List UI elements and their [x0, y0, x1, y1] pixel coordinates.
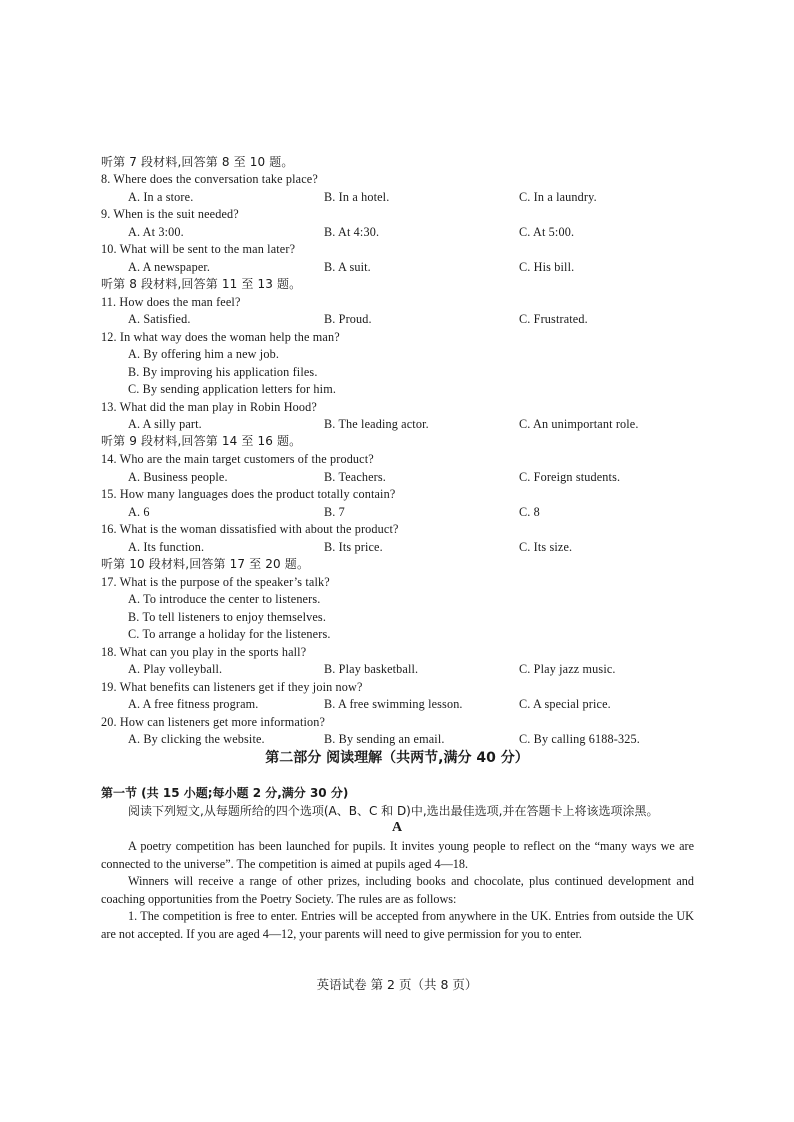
question-14-option-a: A. Business people. [128, 470, 228, 484]
passage-label: A [391, 820, 403, 835]
question-9-option-b: B. At 4:30. [324, 225, 380, 239]
question-13-option-c: C. An unimportant role. [519, 417, 639, 431]
reading-instructions: 阅读下列短文,从每题所给的四个选项(A、B、C 和 D)中,选出最佳选项,并在答题卡上将该选项涂黑。 [128, 804, 659, 818]
question-13-option-a: A. A silly part. [128, 417, 202, 431]
question-9-option-c: C. At 5:00. [519, 225, 575, 239]
question-11-stem: 11. How does the man feel? [101, 295, 241, 309]
question-15-option-b: B. 7 [324, 505, 345, 519]
question-16-stem: 16. What is the woman dissatisfied with about the product? [101, 522, 399, 536]
question-12-option-c: C. By sending application letters for him. [128, 382, 337, 396]
question-19-stem: 19. What benefits can listeners get if they join now? [101, 680, 363, 694]
section-9-heading: 听第 9 段材料,回答第 14 至 16 题。 [101, 434, 302, 448]
question-10-stem: 10. What will be sent to the man later? [101, 242, 296, 256]
question-18-option-b: B. Play basketball. [324, 662, 419, 676]
part-two-title: 第二部分 阅读理解（共两节,满分 40 分） [265, 750, 529, 766]
question-9-option-a: A. At 3:00. [128, 225, 184, 239]
question-10-option-c: C. His bill. [519, 260, 575, 274]
question-19-option-a: A. A free fitness program. [128, 697, 259, 711]
question-19-option-b: B. A free swimming lesson. [324, 697, 463, 711]
section-10-heading: 听第 10 段材料,回答第 17 至 20 题。 [101, 557, 310, 571]
question-11-option-c: C. Frustrated. [519, 312, 588, 326]
question-18-stem: 18. What can you play in the sports hall? [101, 645, 307, 659]
question-13-option-b: B. The leading actor. [324, 417, 429, 431]
question-16-option-a: A. Its function. [128, 540, 205, 554]
question-15-stem: 15. How many languages does the product totally contain? [101, 487, 396, 501]
question-17-option-a: A. To introduce the center to listeners. [128, 592, 321, 606]
question-12-option-a: A. By offering him a new job. [128, 347, 280, 361]
question-17-stem: 17. What is the purpose of the speaker’s talk? [101, 575, 330, 589]
question-20-option-a: A. By clicking the website. [128, 732, 265, 746]
section-8-heading: 听第 8 段材料,回答第 11 至 13 题。 [101, 277, 302, 291]
passage-paragraph-2: Winners will receive a range of other prizes, including books and chocolate, plus continued development and coaching opportunities from the Poetry Society. The rules are as follows: [101, 874, 694, 906]
question-8-option-c: C. In a laundry. [519, 190, 597, 204]
question-17-option-c: C. To arrange a holiday for the listeners. [128, 627, 331, 641]
passage-paragraph-3: 1. The competition is free to enter. Entries will be accepted from anywhere in the UK. Entries from outside the UK are not accepted. If you are aged 4—12, your parents will need to give permission for you to enter. [101, 909, 694, 941]
subsection-one-title: 第一节 (共 15 小题;每小题 2 分,满分 30 分) [101, 786, 349, 800]
question-11-option-a: A. Satisfied. [128, 312, 191, 326]
question-12-option-b: B. By improving his application files. [128, 365, 318, 379]
question-17-option-b: B. To tell listeners to enjoy themselves. [128, 610, 327, 624]
question-20-stem: 20. How can listeners get more information? [101, 715, 326, 729]
question-18-option-a: A. Play volleyball. [128, 662, 223, 676]
question-16-option-c: C. Its size. [519, 540, 573, 554]
question-8-stem: 8. Where does the conversation take place? [101, 172, 318, 186]
question-14-option-c: C. Foreign students. [519, 470, 621, 484]
question-8-option-b: B. In a hotel. [324, 190, 390, 204]
question-8-option-a: A. In a store. [128, 190, 194, 204]
question-14-option-b: B. Teachers. [324, 470, 386, 484]
question-18-option-c: C. Play jazz music. [519, 662, 616, 676]
page-footer: 英语试卷 第 2 页（共 8 页） [316, 977, 478, 992]
question-12-stem: 12. In what way does the woman help the man? [101, 330, 340, 344]
question-13-stem: 13. What did the man play in Robin Hood? [101, 400, 317, 414]
section-7-heading: 听第 7 段材料,回答第 8 至 10 题。 [101, 155, 294, 169]
question-14-stem: 14. Who are the main target customers of the product? [101, 452, 374, 466]
passage-paragraph-1: A poetry competition has been launched for pupils. It invites young people to reflect on the “many ways we are connected to the universe”. The competition is aimed at pupils aged 4—18. [101, 839, 694, 871]
question-11-option-b: B. Proud. [324, 312, 372, 326]
question-9-stem: 9. When is the suit needed? [101, 207, 239, 221]
question-19-option-c: C. A special price. [519, 697, 611, 711]
question-10-option-b: B. A suit. [324, 260, 371, 274]
question-15-option-a: A. 6 [128, 505, 150, 519]
question-16-option-b: B. Its price. [324, 540, 383, 554]
question-20-option-c: C. By calling 6188-325. [519, 732, 640, 746]
question-15-option-c: C. 8 [519, 505, 540, 519]
question-10-option-a: A. A newspaper. [128, 260, 211, 274]
question-20-option-b: B. By sending an email. [324, 732, 445, 746]
